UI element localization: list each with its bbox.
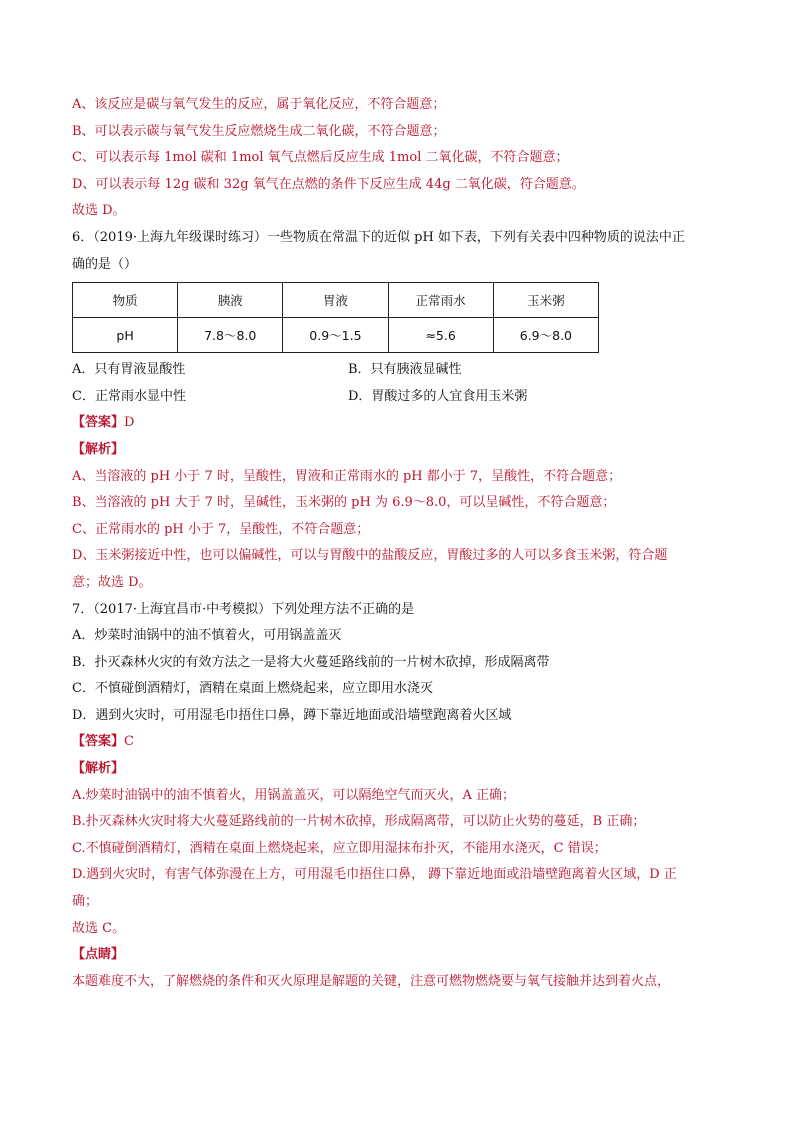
table-cell: 0.9～1.5	[283, 318, 388, 353]
table-cell: 7.8～8.0	[178, 318, 283, 353]
analysis-tag: 【解析】	[72, 761, 125, 777]
question-7-stem: 7．（2017·上海宜昌市·中考模拟）下列处理方法不正确的是	[72, 601, 415, 617]
solution-conclusion: 故选 C。	[72, 920, 126, 936]
solution-line: B、可以表示碳与氧气发生反应燃烧生成二氧化碳，不符合题意；	[72, 123, 446, 139]
question-6-options-row	[72, 357, 728, 384]
note-line: 本题难度不大，了解燃烧的条件和灭火原理是解题的关键，注意可燃物燃烧要与氧气接触并达到着火点，	[72, 973, 671, 989]
option-b: B．只有胰液显碱性	[348, 362, 462, 378]
solution-line: C、可以表示每 1mol 碳和 1mol 氧气点燃后反应生成 1mol 二氧化碳，不符合题意；	[72, 150, 569, 166]
table-header-cell: 物质	[73, 283, 178, 318]
analysis-heading	[72, 756, 728, 783]
note-heading	[72, 942, 728, 969]
question-6-stem-cont: 确的是（）	[72, 256, 138, 272]
analysis-tag: 【解析】	[72, 441, 125, 457]
answer-tag: 【答案】	[72, 415, 125, 431]
solution-line: A、该反应是碳与氧气发生的反应，属于氧化反应，不符合题意；	[72, 97, 446, 112]
option-c: C．不慎碰倒酒精灯，酒精在桌面上燃烧起来，应立即用水浇灭	[72, 681, 433, 697]
analysis-line: B、当溶液的 pH 大于 7 时，呈碱性，玉米粥的 pH 为 6.9～8.0，可以呈碱性，不符合题意；	[72, 495, 616, 511]
table-header-cell: 胃液	[283, 283, 388, 318]
analysis-line: B.扑灭森林火灾时将大火蔓延路线前的一片树木砍掉，形成隔离带，可以防止火势的蔓延，B 正确；	[72, 814, 646, 830]
analysis-line: C.不慎碰倒酒精灯，酒精在桌面上燃烧起来，应立即用湿抹布扑灭，不能用水浇灭，C 错误；	[72, 840, 607, 856]
answer-value: D	[124, 415, 135, 431]
solution-line: D、可以表示每 12g 碳和 32g 氧气在点燃的条件下反应生成 44g 二氧化碳，符合题意。	[72, 176, 585, 192]
table-row	[73, 318, 599, 353]
analysis-line: 意；故选 D。	[72, 574, 152, 590]
table-cell: pH	[73, 318, 178, 353]
table-cell: 6.9～8.0	[493, 318, 598, 353]
analysis-heading	[72, 437, 728, 464]
analysis-line: 确；	[72, 894, 99, 910]
solution-conclusion: 故选 D。	[72, 203, 126, 219]
answer-value: C	[124, 734, 134, 750]
analysis-line: A.炒菜时油锅中的油不慎着火，用锅盖盖灭，可以隔绝空气而灭火，A 正确；	[72, 787, 516, 803]
table-header-cell: 正常雨水	[388, 283, 493, 318]
analysis-line: C、正常雨水的 pH 小于 7，呈酸性，不符合题意；	[72, 521, 370, 537]
analysis-line: D.遇到火灾时，有害气体弥漫在上方，可用湿毛巾捂住口鼻， 蹲下靠近地面或沿墙壁跑离着火区域，D 正	[72, 867, 677, 883]
note-tag: 【点睛】	[72, 947, 125, 963]
option-c: C．正常雨水显中性	[72, 388, 186, 404]
option-a: A．只有胃液显酸性	[72, 362, 186, 378]
ph-table	[72, 282, 599, 353]
option-a: A．炒菜时油锅中的油不慎着火，可用锅盖盖灭	[72, 628, 342, 644]
answer-line	[72, 729, 728, 756]
document-page	[72, 92, 728, 995]
option-b: B．扑灭森林火灾的有效方法之一是将大火蔓延路线前的一片树木砍掉，形成隔离带	[72, 654, 550, 670]
answer-line	[72, 410, 728, 437]
question-6-stem: 6．（2019·上海九年级课时练习）一些物质在常温下的近似 pH 如下表，下列有关表中四种物质的说法中正	[72, 229, 685, 245]
table-row	[73, 283, 599, 318]
analysis-line: D、玉米粥接近中性，也可以偏碱性，可以与胃酸中的盐酸反应，胃酸过多的人可以多食玉米粥，符合题	[72, 548, 668, 564]
table-cell: ≈5.6	[388, 318, 493, 353]
answer-tag: 【答案】	[72, 734, 125, 750]
option-d: D．胃酸过多的人宜食用玉米粥	[348, 388, 528, 404]
analysis-line: A、当溶液的 pH 小于 7 时，呈酸性，胃液和正常雨水的 pH 都小于 7，呈酸性，不符合题意；	[72, 468, 622, 484]
table-header-cell: 胰液	[178, 283, 283, 318]
table-header-cell: 玉米粥	[493, 283, 598, 318]
option-d: D．遇到火灾时，可用湿毛巾捂住口鼻，蹲下靠近地面或沿墙壁跑离着火区域	[72, 707, 512, 723]
question-6-options-row	[72, 384, 728, 411]
